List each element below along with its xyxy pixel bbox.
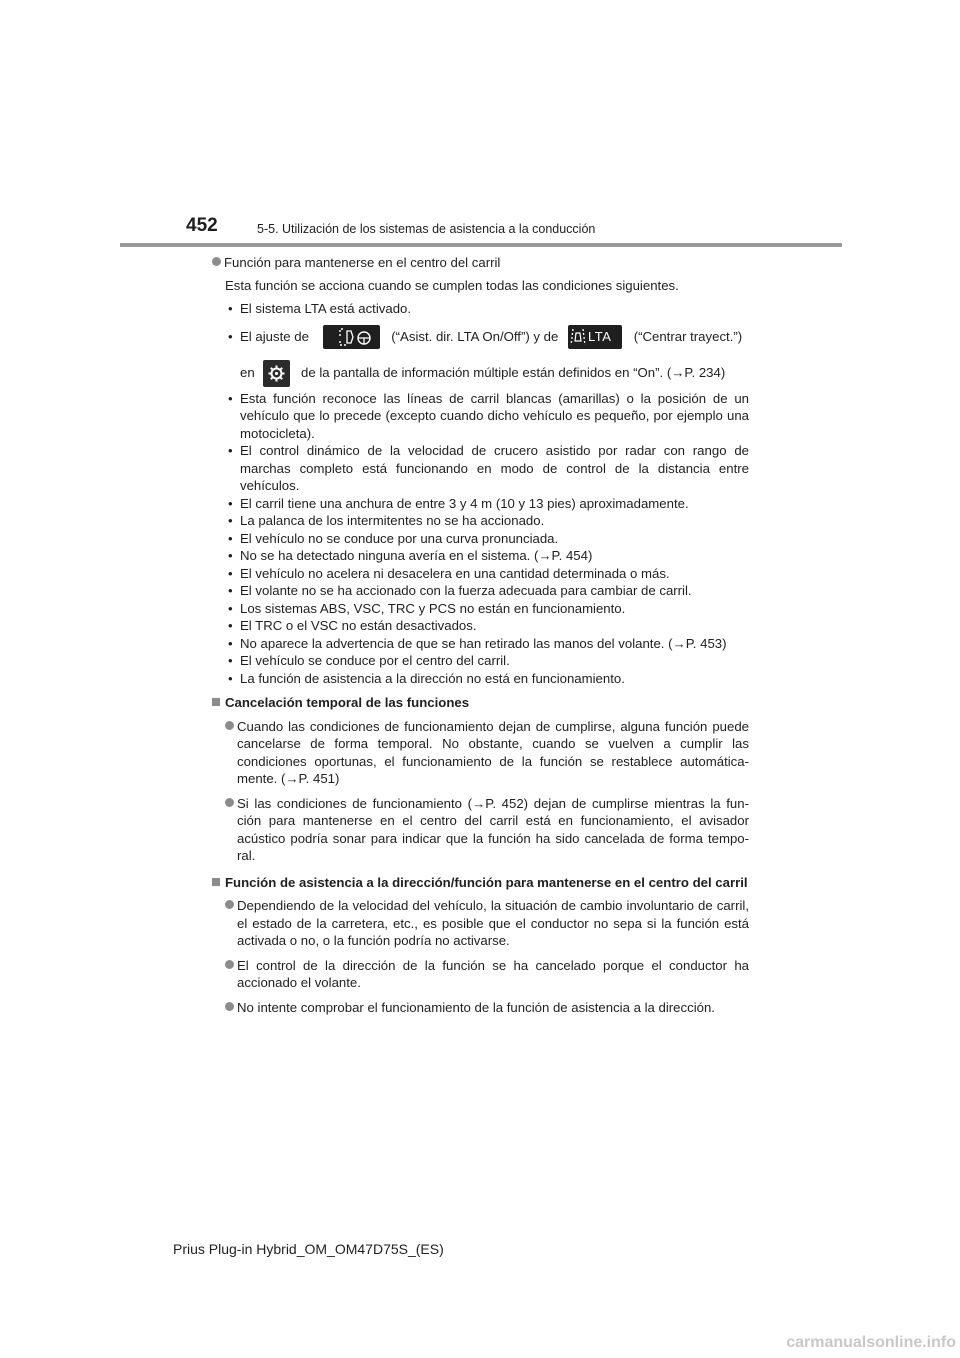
condition-item: • El carril tiene una anchura de entre 3 y 4 m (10 y 13 pies) aproximadamente. bbox=[225, 495, 749, 513]
watermark: carmanualsonline.info bbox=[786, 1334, 956, 1351]
lta-center-icon bbox=[568, 325, 622, 349]
lta-label: LTA bbox=[588, 329, 612, 345]
icon-line-1-mid: (“Asist. dir. LTA On/Off”) y de bbox=[391, 328, 559, 344]
section-square-icon bbox=[212, 698, 220, 706]
condition-item: • No aparece la advertencia de que se han retirado las manos del volante. (→P. 453) bbox=[225, 635, 749, 653]
bullet-dot-icon bbox=[212, 257, 221, 266]
bullet-dot-icon bbox=[225, 721, 234, 730]
condition-item: • El sistema LTA está activado. bbox=[225, 300, 749, 318]
condition-item: • No se ha detectado ninguna avería en el sistema. (→P. 454) bbox=[225, 547, 749, 565]
condition-item: • El control dinámico de la velocidad de crucero asistido por radar con rango de marchas completo está funcionando en modo de control de la distancia entre vehículos. bbox=[225, 442, 749, 495]
note-bullet: Dependiendo de la velocidad del vehículo, la situación de cambio involuntario de carril, el estado de la carretera, etc., es posible que el conductor no sepa si la función está activada o no, o la función podría no activarse. bbox=[225, 897, 749, 950]
condition-list bbox=[225, 390, 749, 688]
note-bullet: Cuando las condiciones de funcionamiento dejan de cumplirse, alguna función puede cancelarse de forma temporal. No obstante, cuando se vuelven a cumplir las condiciones oportunas, el funcionamiento de la función se restablece automática-mente. (→P. 451) bbox=[225, 718, 749, 788]
condition-item: • El volante no se ha accionado con la fuerza adecuada para cambiar de carril. bbox=[225, 582, 749, 600]
condition-item: • El vehículo no se conduce por una curva pronunciada. bbox=[225, 530, 749, 548]
icon-line-1-post: (“Centrar trayect.”) bbox=[633, 328, 743, 344]
note-bullet: No intente comprobar el funcionamiento de la función de asistencia a la dirección. bbox=[225, 999, 749, 1017]
gear-icon bbox=[263, 360, 290, 387]
page-number: 452 bbox=[186, 215, 218, 236]
condition-item: • Esta función reconoce las líneas de carril blancas (amarillas) o la posición de un vehículo que lo precede (excepto cuando dicho vehículo es pequeño, por ejemplo una motocicleta). bbox=[225, 390, 749, 443]
icon-line-1: • El ajuste de (“Asist. dir. LTA On/Off”) y de LTA (“Centrar trayect.”) bbox=[225, 322, 749, 352]
document-id: Prius Plug-in Hybrid_OM_OM47D75S_(ES) bbox=[173, 1241, 444, 1257]
icon-line-2-pre: en bbox=[240, 364, 255, 380]
lane-center-body bbox=[212, 277, 749, 688]
temp-cancel-body bbox=[212, 718, 749, 865]
icon-line-2 bbox=[225, 358, 749, 388]
icon-line-1-pre: El ajuste de bbox=[240, 328, 309, 344]
temp-cancel-heading: Cancelación temporal de las funciones bbox=[212, 694, 749, 712]
bullet-dot-icon bbox=[225, 960, 234, 969]
condition-item: • La función de asistencia a la dirección no está en funcionamiento. bbox=[225, 670, 749, 688]
steering-assist-heading: Función de asistencia a la dirección/función para mantenerse en el centro del carril bbox=[212, 874, 749, 892]
bullet-dot-icon bbox=[225, 798, 234, 807]
note-bullet: Si las condiciones de funcionamiento (→P. 452) dejan de cumplirse mientras la fun-ción para mantenerse en el centro del carril está en funcionamiento, el avisador acústico podría sonar para indicar que la función ha sido cancelada de forma tempo-ral. bbox=[225, 795, 749, 865]
section-title: 5-5. Utilización de los sistemas de asistencia a la conducción bbox=[257, 222, 596, 236]
steering-assist-body bbox=[212, 897, 749, 1016]
condition-item: • La palanca de los intermitentes no se ha accionado. bbox=[225, 512, 749, 530]
condition-item: • El TRC o el VSC no están desactivados. bbox=[225, 617, 749, 635]
condition-item: • El vehículo se conduce por el centro del carril. bbox=[225, 652, 749, 670]
lane-center-intro: Esta función se acciona cuando se cumplen todas las condiciones siguientes. bbox=[225, 277, 679, 293]
icon-line-2-post: de la pantalla de información múltiple están definidos en “On”. (→P. 234) bbox=[301, 364, 726, 380]
condition-item: • Los sistemas ABS, VSC, TRC y PCS no están en funcionamiento. bbox=[225, 600, 749, 618]
bullet-dot-icon bbox=[225, 900, 234, 909]
steering-assist-toggle-icon bbox=[323, 325, 380, 349]
lane-center-bullet bbox=[212, 254, 749, 272]
header-divider bbox=[120, 243, 842, 247]
note-bullet: El control de la dirección de la función se ha cancelado porque el conductor ha accionado el volante. bbox=[225, 957, 749, 992]
page-content bbox=[212, 252, 749, 1016]
section-square-icon bbox=[212, 878, 220, 886]
condition-item: • El vehículo no acelera ni desacelera en una cantidad determinada o más. bbox=[225, 565, 749, 583]
bullet-dot-icon bbox=[225, 1002, 234, 1011]
lane-center-title: Función para mantenerse en el centro del carril bbox=[224, 255, 501, 270]
